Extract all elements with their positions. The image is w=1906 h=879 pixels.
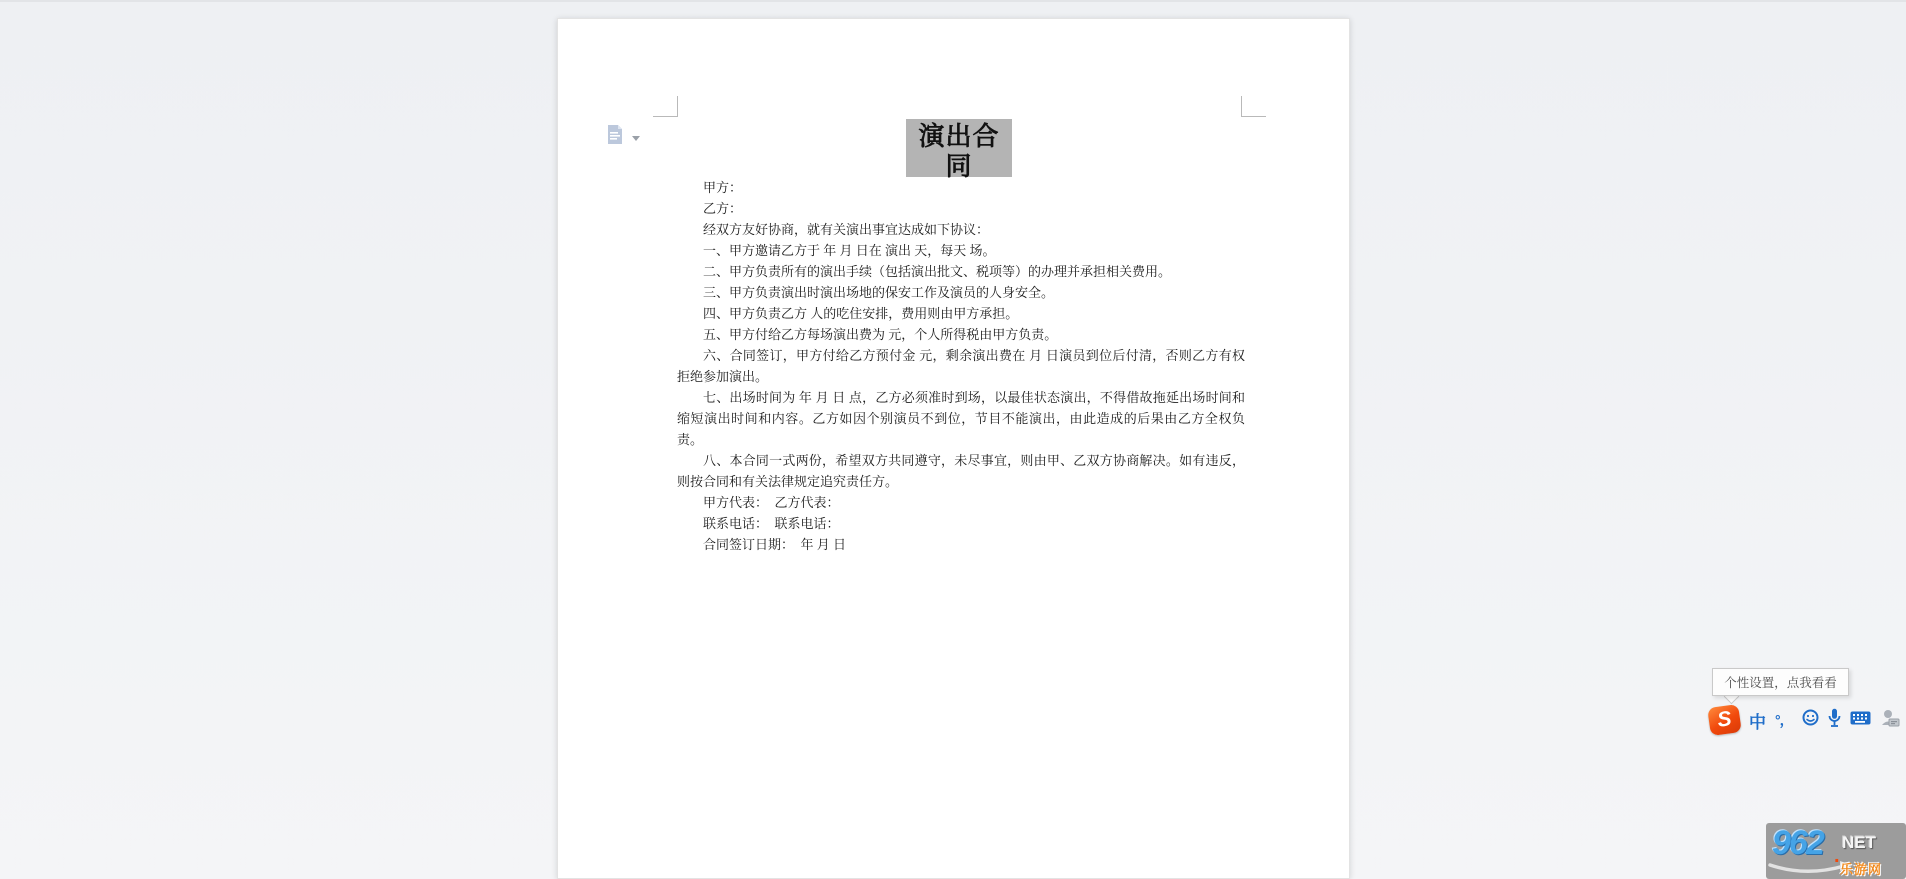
- paste-options-button[interactable]: [606, 125, 640, 151]
- contract-paragraph: 二、甲方负责所有的演出手续（包括演出批文、税项等）的办理并承担相关费用。: [703, 264, 1172, 279]
- ime-settings-tooltip[interactable]: 个性设置，点我看看: [1712, 668, 1849, 696]
- microphone-icon: [1828, 708, 1841, 733]
- sogou-logo[interactable]: S: [1707, 704, 1742, 736]
- contract-paragraph: 六、合同签订，甲方付给乙方预付金 元，剩余演出费在 月 日演员到位后付清，否则乙方有权拒绝参加演出。: [677, 348, 1245, 384]
- contract-paragraph: 联系电话： 联系电话：: [703, 516, 840, 531]
- contract-paragraph: 合同签订日期： 年 月 日: [703, 537, 847, 552]
- keyboard-icon: [1850, 711, 1871, 730]
- account-icon: [1880, 708, 1900, 733]
- document-title: 演出合同: [918, 122, 1000, 181]
- chevron-down-icon: [632, 136, 640, 141]
- selected-title-highlight[interactable]: [906, 119, 1012, 181]
- document-text-area[interactable]: [677, 177, 1245, 555]
- emoji-button[interactable]: [1802, 709, 1819, 731]
- watermark-number: 962: [1772, 824, 1823, 862]
- document-options-icon: [606, 125, 624, 151]
- contract-paragraph: 甲方代表： 乙方代表：: [703, 495, 840, 510]
- document-page: [557, 18, 1350, 879]
- watermark-domain: NET: [1842, 833, 1876, 852]
- margin-crop-mark-top-right: [1241, 96, 1266, 117]
- account-button[interactable]: [1880, 708, 1900, 733]
- watermark-site-name: 乐游网: [1840, 862, 1883, 877]
- contract-paragraph: 三、甲方负责演出时演出场地的保安工作及演员的人身安全。: [703, 285, 1055, 300]
- contract-paragraph: 一、甲方邀请乙方于 年 月 日在 演出 天，每天 场。: [703, 243, 996, 258]
- emoji-icon: [1802, 709, 1819, 731]
- contract-paragraph: 经双方友好协商，就有关演出事宜达成如下协议：: [703, 222, 990, 237]
- window-top-edge: [0, 0, 1906, 2]
- chinese-mode-button[interactable]: 中: [1749, 712, 1766, 732]
- contract-paragraph: 四、甲方负责乙方 人的吃住安排，费用则由甲方承担。: [703, 306, 1019, 321]
- soft-keyboard-button[interactable]: [1850, 711, 1871, 730]
- contract-paragraph: 乙方：: [703, 201, 743, 216]
- contract-paragraph: 甲方：: [703, 180, 743, 195]
- contract-paragraph: 五、甲方付给乙方每场演出费为 元，个人所得税由甲方负责。: [703, 327, 1058, 342]
- punctuation-toggle-button[interactable]: °，: [1775, 712, 1793, 728]
- contract-paragraph: 八、本合同一式两份，希望双方共同遵守，未尽事宜，则由甲、乙双方协商解决。如有违反，则按合同和有关法律规定追究责任方。: [677, 453, 1245, 489]
- site-watermark: [1766, 823, 1906, 879]
- margin-crop-mark-top-left: [653, 96, 678, 117]
- watermark-dot: .: [1834, 845, 1840, 867]
- voice-input-button[interactable]: [1828, 708, 1841, 733]
- ime-toolbar: [1709, 703, 1906, 737]
- contract-paragraph: 七、出场时间为 年 月 日 点，乙方必须准时到场，以最佳状态演出，不得借故拖延出场时间和缩短演出时间和内容。乙方如因个别演员不到位，节目不能演出，由此造成的后果由乙方全权负责。: [677, 390, 1245, 447]
